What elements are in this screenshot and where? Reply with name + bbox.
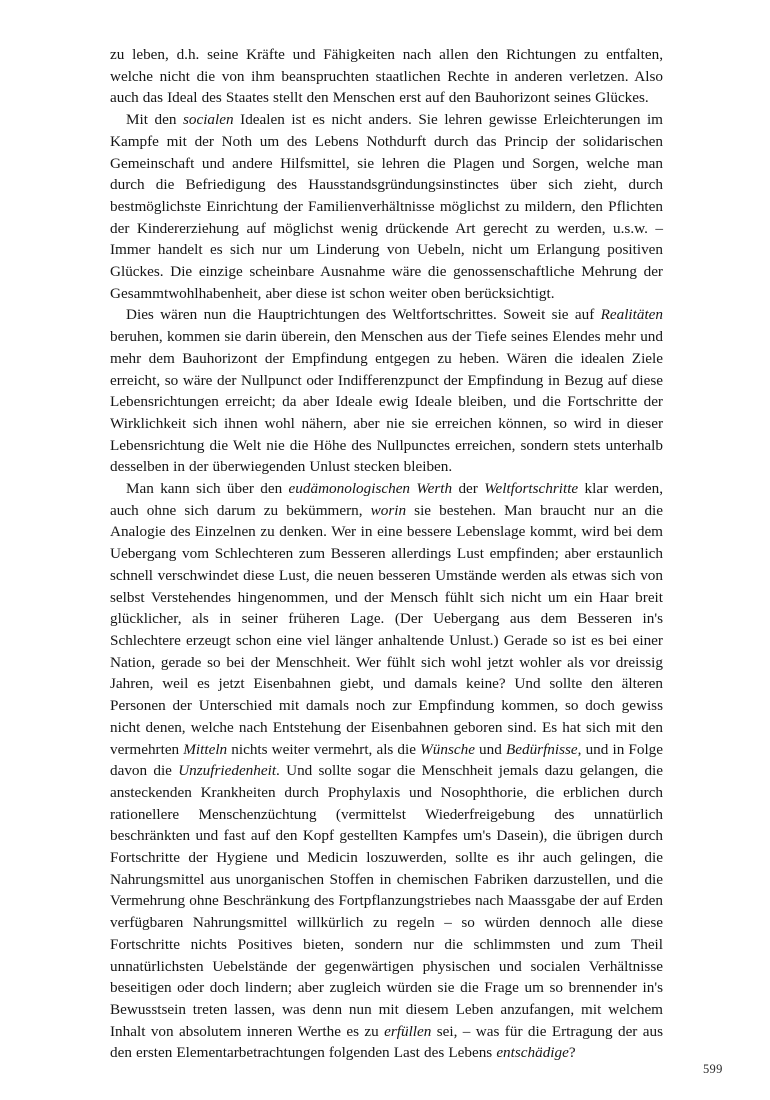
paragraph: Dies wären nun die Hauptrichtungen des Weltfortschrittes. Soweit sie auf Realitäten beruhen, kommen sie darin überein, den Menschen aus der Tiefe seines Elendes mehr und mehr dem Bauhorizont der Empfindung entgegen zu heben. Wären die idealen Ziele erreicht, so wäre der Nullpunct oder Indifferenzpunct der Empfindung in Bezug auf diese Lebensrichtungen erreicht; da aber Ideale ewig Ideale bleiben, und die Fortschritte der Wirklichkeit sich ihnen wohl nähern, aber nie sie erreichen können, so wird in dieser Lebensrichtung die Welt nie die Höhe des Nullpunctes erreichen, sondern stets unterhalb desselben in der überwiegenden Unlust stecken bleiben. <box>110 306 663 476</box>
paragraph: zu leben, d.h. seine Kräfte und Fähigkeiten nach allen den Richtungen zu entfalten, welche nicht die von ihm beanspruchten staatlichen Rechte in anderen verletzen. Also auch das Ideal des Staates stellt den Menschen erst auf den Bauhorizont seines Glückes. <box>110 46 663 107</box>
emphasis-text: socialen <box>182 111 234 129</box>
emphasis-text: Realitäten <box>600 306 663 324</box>
page-text <box>110 44 663 1064</box>
paragraph: Man kann sich über den eudämonologischen Werth der Weltfortschritte klar werden, auch ohne sich darum zu bekümmern, worin sie bestehen. Man braucht nur an die Analogie des Einzelnen zu denken. Wer in eine bessere Lebenslage kommt, wird bei dem Uebergang vom Schlechteren zum Besseren allerdings Lust empfinden; aber erstaunlich schnell verschwindet diese Lust, die neuen besseren Umstände werden als etwas sich von selbst Verstehendes hingenommen, und der Mensch fühlt sich nicht um ein Haar breit glücklicher, als in seiner früheren Lage. (Der Uebergang aus dem Besseren in's Schlechtere erzeugt schon eine viel länger anhaltende Unlust.) Gerade so ist es bei einer Nation, gerade so bei der Menschheit. Wer fühlt sich wohl jetzt wohler als vor dreissig Jahren, weil es jetzt Eisenbahnen giebt, und damals keine? Und sollte den älteren Personen der Unterschied mit damals noch zur Empfindung kommen, so doch gewiss nicht denen, welche nach Entstehung der Eisenbahnen geboren sind. Es hat sich mit den vermehrten Mitteln nichts weiter vermehrt, als die Wünsche und Bedürfnisse, und in Folge davon die Unzufriedenheit. Und sollte sogar die Menschheit jemals dazu gelangen, die ansteckenden Krankheiten durch Prophylaxis und Nosophthorie, die erblichen durch rationellere Menschenzüchtung (vermittelst Wiederfreigebung des unnatürlich beschränkten und fast auf den Kopf gestellten Kampfes um's Dasein), die übrigen durch Fortschritte der Hygiene und Medicin loszuwerden, sollte es ihr auch gelingen, die Nahrungsmittel aus unorganischen Stoffen in chemischen Fabriken darzustellen, und die Vermehrung ohne Beschränkung des Fortpflanzungstriebes nach Maassgabe der auf Erden verfügbaren Nahrungsmittel willkürlich zu regeln – so würden dennoch alle diese Fortschritte nichts Positives bieten, sondern nur die schlimmsten und zum Theil unnatürlichsten Uebelstände der gegenwärtigen physischen und socialen Verhältnisse beseitigen oder doch lindern; aber zugleich würden sie die Frage um so brennender in's Bewusstsein treten lassen, was denn nun mit diesem Leben anzufangen, mit welchem Inhalt von absolutem inneren Werthe es zu erfüllen sei, – was für die Ertragung der aus den ersten Elementarbetrachtungen folgenden Last des Lebens entschädige? <box>110 480 664 1062</box>
emphasis-text: Weltfortschritte <box>484 480 579 498</box>
emphasis-text: eudämonologischen Werth <box>288 480 453 498</box>
emphasis-text: Mitteln <box>183 740 228 758</box>
emphasis-text: Bedürfnisse <box>505 740 578 758</box>
paragraph: Mit den socialen Idealen ist es nicht anders. Sie lehren gewisse Erleichterungen im Kampfe mit der Noth um des Lebens Nothdurft durch das Princip der solidarischen Gemeinschaft und andere Hilfsmittel, sie lehren die Plagen und Sorgen, welche man durch die Befriedigung des Hausstandsgründungsinstinctes über sich zieht, durch bestmöglichste Einrichtung der Familienverhältnisse möglichst zu mildern, den Pflichten der Kindererziehung auf möglichst wenig drückende Art gerecht zu werden, u.s.w. – Immer handelt es sich nur um Linderung von Uebeln, nicht um Erlangung positiven Glückes. Die einzige scheinbare Ausnahme wäre die genossenschaftliche Mehrung der Gesammtwohlhabenheit, aber diese ist schon weiter oben berücksichtigt. <box>110 111 663 302</box>
emphasis-text: Unzufriedenheit <box>178 762 277 780</box>
page-number: 599 <box>703 1062 723 1076</box>
emphasis-text: erfüllen <box>384 1022 432 1040</box>
emphasis-text: entschädige <box>496 1044 569 1062</box>
emphasis-text: worin <box>370 501 407 519</box>
emphasis-text: Wünsche <box>420 740 475 758</box>
